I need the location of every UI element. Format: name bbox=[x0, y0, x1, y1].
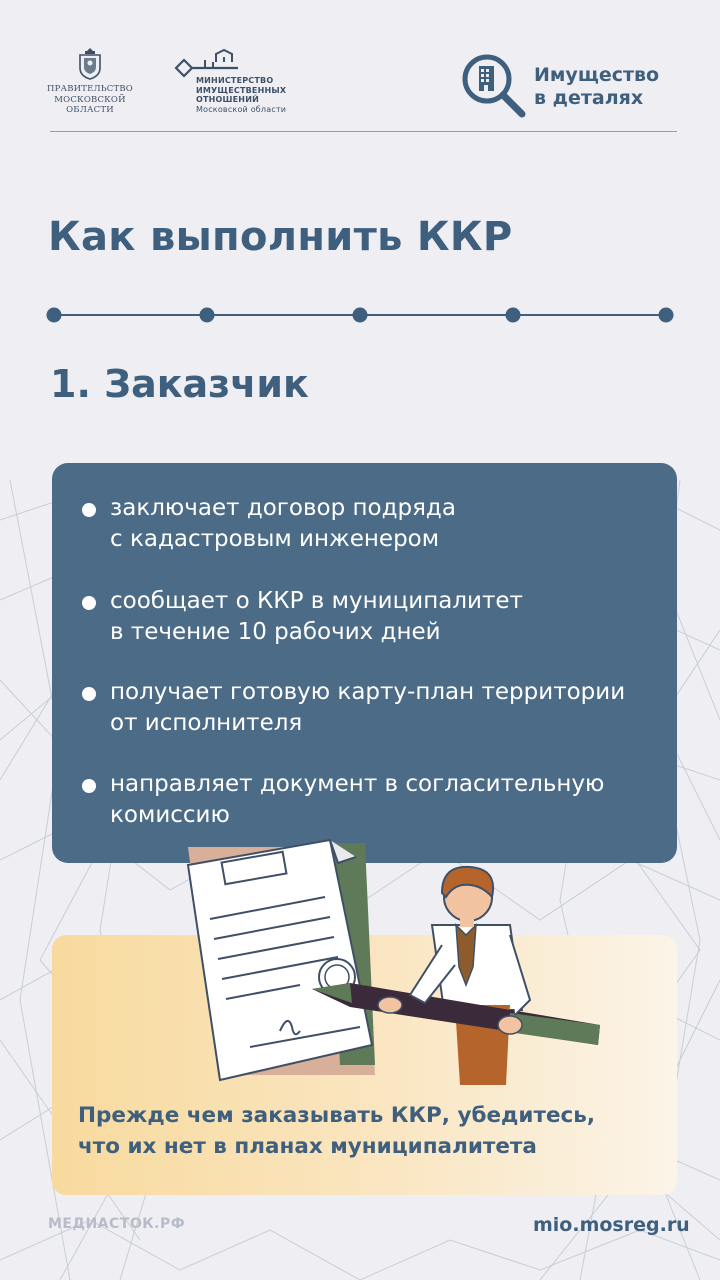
list-item bbox=[82, 493, 690, 555]
bullet-icon bbox=[82, 687, 96, 701]
list-item bbox=[82, 586, 690, 648]
list-item-line: комиссию bbox=[110, 802, 230, 828]
footer-source: МЕДИАСТОК.РФ bbox=[48, 1216, 186, 1232]
note-line: что их нет в планах муниципалитета bbox=[78, 1134, 537, 1159]
gov-logo-line: ПРАВИТЕЛЬСТВО bbox=[47, 84, 133, 94]
brand-line: в деталях bbox=[534, 87, 644, 109]
document-illustration bbox=[188, 840, 375, 1080]
step-title: 1. Заказчик bbox=[50, 362, 309, 406]
page-title: Как выполнить ККР bbox=[48, 214, 513, 260]
list-item-line: от исполнителя bbox=[110, 710, 303, 736]
government-logo bbox=[46, 46, 134, 116]
key-house-icon bbox=[172, 48, 242, 78]
footer-website-link[interactable]: mio.mosreg.ru bbox=[533, 1214, 690, 1236]
ministry-line: ИМУЩЕСТВЕННЫХ bbox=[196, 85, 287, 95]
steps-card bbox=[52, 463, 677, 863]
list-item-line: сообщает о ККР в муниципалитет bbox=[110, 588, 523, 614]
illustration bbox=[180, 835, 610, 1085]
ministry-line: ОТНОШЕНИЙ bbox=[196, 95, 259, 104]
timeline-dot bbox=[506, 308, 521, 323]
timeline-dot bbox=[353, 308, 368, 323]
ministry-subtitle: Московской области bbox=[196, 104, 287, 114]
brand-name bbox=[534, 64, 659, 110]
ministry-name bbox=[196, 76, 306, 114]
note-text bbox=[78, 1100, 678, 1162]
list-item bbox=[82, 677, 690, 739]
list-item-line: в течение 10 рабочих дней bbox=[110, 619, 441, 645]
list-item-line: направляет документ в согласительную bbox=[110, 771, 605, 797]
ministry-line: МИНИСТЕРСТВО bbox=[196, 76, 274, 85]
brand-logo bbox=[460, 52, 680, 122]
bullet-icon bbox=[82, 596, 96, 610]
step-timeline bbox=[46, 306, 674, 324]
timeline-dot bbox=[47, 308, 62, 323]
list-item-line: заключает договор подряда bbox=[110, 495, 456, 521]
magnifier-building-icon bbox=[460, 52, 530, 122]
bullet-icon bbox=[82, 779, 96, 793]
timeline-dot bbox=[659, 308, 674, 323]
list-item-line: получает готовую карту-план территории bbox=[110, 679, 626, 705]
gov-logo-line: ОБЛАСТИ bbox=[66, 105, 114, 115]
gov-logo-line: МОСКОВСКОЙ bbox=[54, 94, 126, 105]
list-item-line: с кадастровым инженером bbox=[110, 526, 440, 552]
bullet-icon bbox=[82, 503, 96, 517]
list-item bbox=[82, 769, 690, 831]
note-line: Прежде чем заказывать ККР, убедитесь, bbox=[78, 1103, 596, 1128]
header-divider bbox=[50, 131, 677, 132]
timeline-dot bbox=[200, 308, 215, 323]
coat-of-arms-icon bbox=[78, 46, 102, 80]
ministry-logo bbox=[172, 48, 302, 114]
brand-line: Имущество bbox=[534, 64, 660, 86]
